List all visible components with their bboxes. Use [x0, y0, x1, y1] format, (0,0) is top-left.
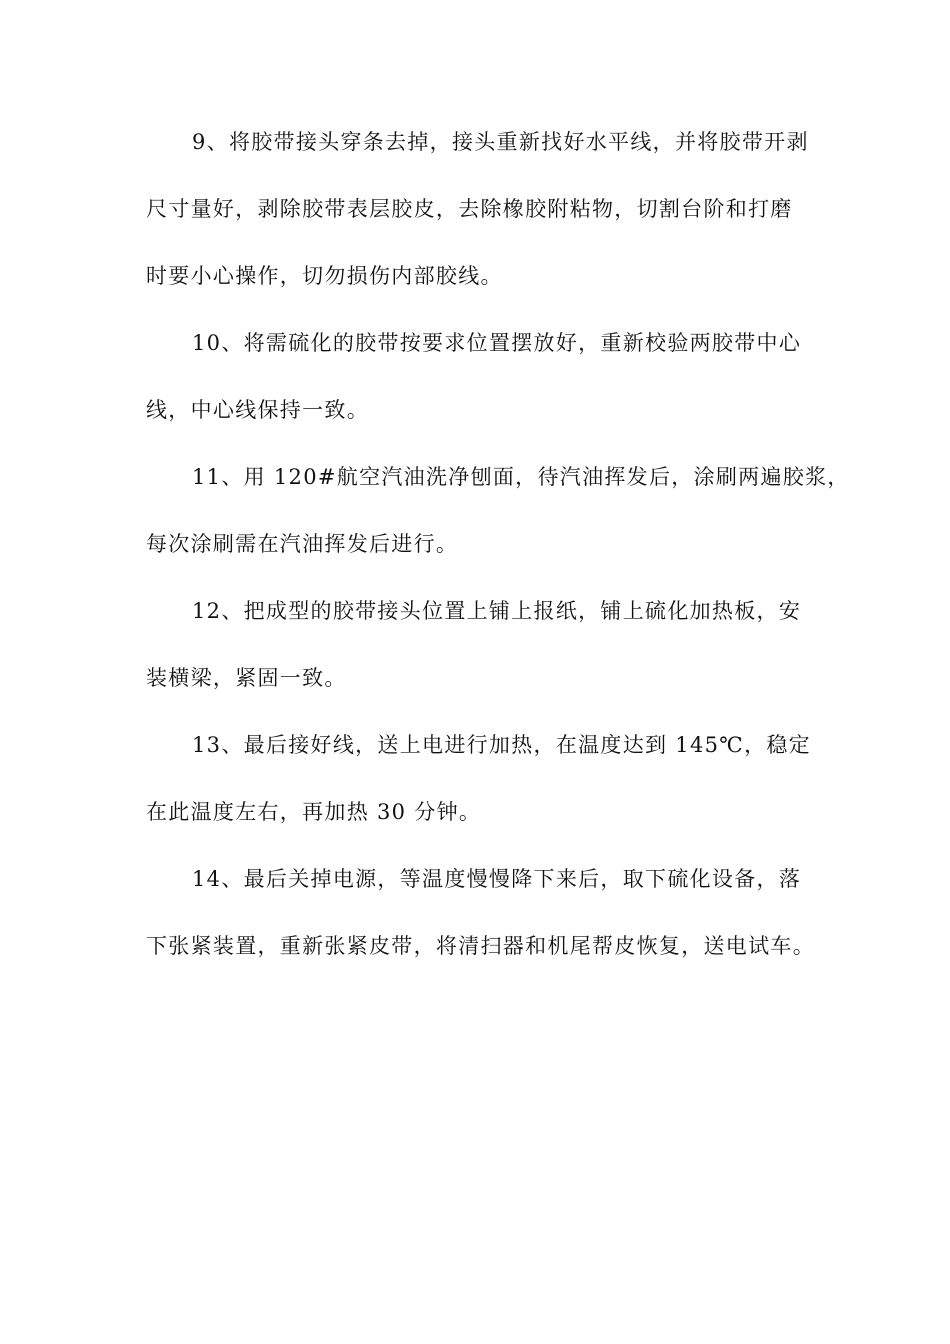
paragraph-line: 时要小心操作，切勿损伤内部胶线。 — [146, 264, 503, 288]
paragraph-step-13 — [146, 733, 811, 824]
paragraph-line: 下张紧装置，重新张紧皮带，将清扫器和机尾帮皮恢复，送电试车。 — [146, 934, 815, 958]
paragraph-step-11 — [146, 465, 850, 556]
paragraph-line: 14、最后关掉电源，等温度慢慢降下来后，取下硫化设备，落 — [192, 867, 802, 891]
paragraph-line: 12、把成型的胶带接头位置上铺上报纸，铺上硫化加热板，安 — [192, 599, 802, 623]
paragraph-step-9 — [146, 130, 809, 288]
paragraph-line: 9、将胶带接头穿条去掉，接头重新找好水平线，并将胶带开剥 — [192, 130, 809, 154]
paragraph-line: 每次涂刷需在汽油挥发后进行。 — [146, 532, 459, 556]
paragraph-line: 在此温度左右，再加热 30 分钟。 — [146, 800, 482, 824]
paragraph-line: 线，中心线保持一致。 — [146, 398, 369, 422]
paragraph-line: 13、最后接好线，送上电进行加热，在温度达到 145℃，稳定 — [192, 733, 811, 757]
paragraph-step-10 — [146, 331, 806, 422]
paragraph-line: 10、将需硫化的胶带按要求位置摆放好，重新校验两胶带中心 — [192, 331, 802, 355]
paragraph-step-12 — [146, 599, 806, 690]
paragraph-line: 装横梁，紧固一致。 — [146, 666, 347, 690]
paragraph-line: 11、用 120#航空汽油洗净刨面，待汽油挥发后，涂刷两遍胶浆， — [192, 465, 850, 489]
paragraph-line: 尺寸量好，剥除胶带表层胶皮，去除橡胶附粘物，切割台阶和打磨 — [146, 197, 793, 221]
paragraph-step-14 — [146, 867, 815, 958]
document-body — [146, 130, 850, 958]
